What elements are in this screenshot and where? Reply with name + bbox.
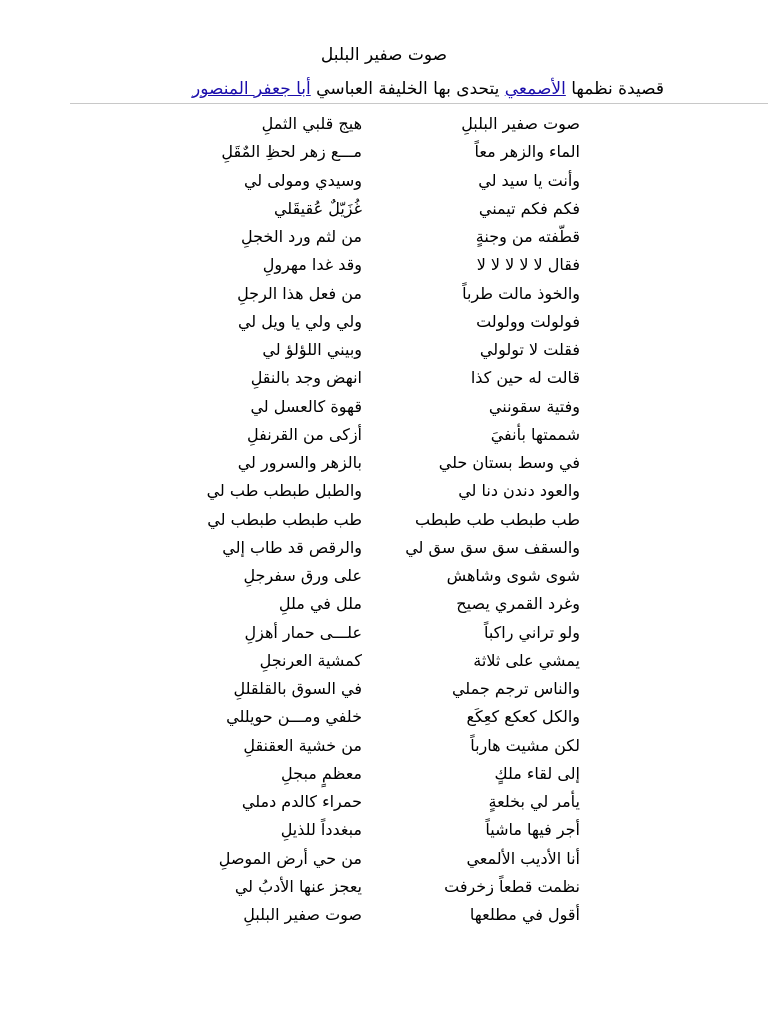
verse-first-hemistich: صوت صفير البلبلِ bbox=[461, 114, 580, 133]
verse-first-hemistich: طب طبطب طب طبطب bbox=[415, 509, 580, 529]
verse-row bbox=[0, 901, 768, 929]
verse-second-hemistich: أزكى من القرنفلِ bbox=[247, 424, 362, 444]
verse-row bbox=[0, 308, 768, 336]
divider bbox=[70, 103, 768, 104]
verse-second-hemistich: ولي ولي يا ويل لي bbox=[237, 311, 362, 331]
verse-first-hemistich: فقلت لا تولولي bbox=[479, 340, 580, 359]
subtitle-prefix: قصيدة نظمها bbox=[565, 79, 664, 99]
verse-row bbox=[0, 393, 768, 421]
verse-first-hemistich: إلى لقاء ملكٍ bbox=[494, 763, 580, 783]
page-title: صوت صفير البلبل bbox=[320, 45, 448, 65]
verse-row bbox=[0, 760, 768, 788]
verse-first-hemistich: فولولت وولولت bbox=[476, 311, 580, 331]
verse-row bbox=[0, 251, 768, 279]
verse-first-hemistich: لكن مشيت هارباً bbox=[470, 735, 580, 755]
verse-first-hemistich: ولو تراني راكباً bbox=[483, 622, 580, 642]
verse-second-hemistich: مبغدداً للذيلِ bbox=[280, 820, 362, 840]
verse-first-hemistich: والسقف سق سق سق لي bbox=[405, 537, 580, 557]
verse-first-hemistich: قالت له حين كذا bbox=[470, 368, 580, 388]
verse-second-hemistich: يعجز عنها الأدبُ لي bbox=[234, 876, 362, 896]
verse-first-hemistich: يأمر لي بخلعةٍ bbox=[488, 792, 580, 811]
verse-row bbox=[0, 732, 768, 760]
verse-row bbox=[0, 336, 768, 364]
verse-first-hemistich: في وسط بستان حلي bbox=[438, 453, 580, 472]
verse-second-hemistich: من خشية العقنقلِ bbox=[243, 735, 362, 755]
verse-second-hemistich: معظمٍ مبجلِ bbox=[281, 763, 362, 783]
verse-second-hemistich: هيج قلبي الثملِ bbox=[261, 114, 362, 133]
verse-row bbox=[0, 675, 768, 703]
verse-row bbox=[0, 477, 768, 505]
subtitle bbox=[192, 78, 664, 100]
verse-first-hemistich: شوى شوى وشاهش bbox=[446, 566, 580, 585]
author-link[interactable]: الأصمعي bbox=[504, 79, 566, 99]
verse-row bbox=[0, 421, 768, 449]
verse-first-hemistich: والناس ترجم جملي bbox=[451, 679, 580, 698]
verse-first-hemistich: وفتية سقونني bbox=[488, 396, 580, 416]
verse-row bbox=[0, 138, 768, 166]
verse-second-hemistich: وبيني اللؤلؤ لي bbox=[262, 340, 362, 359]
verse-second-hemistich: قهوة كالعسل لي bbox=[250, 396, 362, 416]
verse-second-hemistich: انهض وجد بالنقلِ bbox=[250, 368, 362, 388]
verse-row bbox=[0, 845, 768, 873]
verse-second-hemistich: مـــع زهر لحظِ المٌقَلِ bbox=[221, 142, 362, 162]
verse-first-hemistich: شممتها بأنفيَ bbox=[490, 424, 580, 444]
verse-row bbox=[0, 590, 768, 618]
verse-first-hemistich: والكل كعكع كعِكَع bbox=[466, 707, 580, 727]
verse-row bbox=[0, 788, 768, 816]
verse-first-hemistich: فكم فكم تيمني bbox=[478, 198, 580, 218]
verse-first-hemistich: قطّفته من وجنةٍ bbox=[475, 227, 580, 246]
verse-second-hemistich: بالزهر والسرور لي bbox=[237, 453, 362, 472]
verse-row bbox=[0, 364, 768, 392]
verse-second-hemistich: على ورق سفرجلِ bbox=[243, 566, 362, 585]
verse-first-hemistich: نظمت قطعاً زخرفت bbox=[444, 876, 580, 896]
verse-first-hemistich: والعود دندن دنا لي bbox=[458, 481, 580, 501]
verse-second-hemistich: علـــى حمار أهزلِ bbox=[244, 622, 362, 642]
verse-second-hemistich: ملل في مللِ bbox=[278, 594, 362, 614]
verse-row bbox=[0, 449, 768, 477]
verse-second-hemistich: خلفي ومـــن حويللي bbox=[226, 707, 362, 727]
verse-first-hemistich: أجر فيها ماشياً bbox=[485, 820, 580, 840]
verse-row bbox=[0, 506, 768, 534]
verse-first-hemistich: وغرد القمري يصيح bbox=[456, 594, 580, 614]
verse-second-hemistich: والرقص قد طاب إلي bbox=[222, 537, 362, 557]
verse-row bbox=[0, 195, 768, 223]
verse-second-hemistich: من فعل هذا الرجلِ bbox=[237, 283, 362, 303]
subtitle-middle: يتحدى بها الخليفة العباسي bbox=[310, 79, 505, 99]
verse-row bbox=[0, 167, 768, 195]
verse-row bbox=[0, 280, 768, 308]
verse-row bbox=[0, 873, 768, 901]
verse-row bbox=[0, 534, 768, 562]
verse-row bbox=[0, 816, 768, 844]
verse-second-hemistich: طب طبطب طبطب لي bbox=[207, 509, 362, 529]
verse-first-hemistich: الماء والزهر معاً bbox=[474, 142, 580, 162]
verse-row bbox=[0, 619, 768, 647]
verse-row bbox=[0, 110, 768, 138]
verse-first-hemistich: أنا الأديب الألمعي bbox=[466, 848, 580, 868]
verse-row bbox=[0, 647, 768, 675]
verse-first-hemistich: يمشي على ثلاثة bbox=[473, 650, 580, 670]
verse-second-hemistich: من لثم ورد الخجلِ bbox=[240, 227, 362, 246]
verse-row bbox=[0, 562, 768, 590]
verse-second-hemistich: صوت صفير البلبلِ bbox=[243, 905, 362, 924]
verse-first-hemistich: فقال لا لا لا لا لا bbox=[476, 255, 580, 275]
verse-second-hemistich: حمراء كالدم دملي bbox=[241, 792, 362, 811]
verse-second-hemistich: من حي أرض الموصلِ bbox=[218, 848, 362, 868]
verse-second-hemistich: كمشية العرنجلِ bbox=[259, 650, 362, 670]
verse-first-hemistich: والخوذ مالت طرباً bbox=[462, 283, 580, 303]
verse-second-hemistich: في السوق بالقلقللِ bbox=[233, 679, 362, 698]
verse-second-hemistich: وسيدي ومولى لي bbox=[243, 170, 362, 190]
caliph-link[interactable]: أبا جعفر المنصور bbox=[192, 79, 311, 99]
verse-second-hemistich: والطبل طبطب طب لي bbox=[206, 481, 362, 501]
verse-row bbox=[0, 703, 768, 731]
verse-second-hemistich: وقد غدا مهرولِ bbox=[262, 255, 362, 275]
verse-first-hemistich: أقول في مطلعها bbox=[469, 905, 580, 924]
verse-second-hemistich: غُزَيّلٌ عُقيقَلي bbox=[273, 198, 362, 218]
verse-row bbox=[0, 223, 768, 251]
verse-first-hemistich: وأنت يا سيد لي bbox=[478, 170, 580, 190]
